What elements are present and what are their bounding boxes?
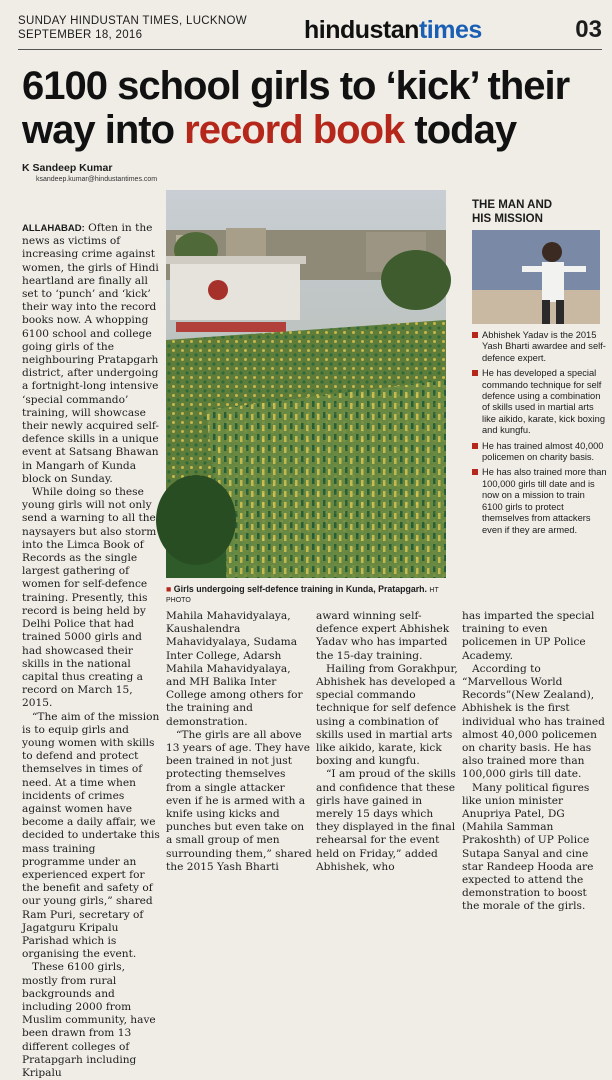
article-paragraph: These 6100 girls, mostly from rural backgrounds and including 2000 from Muslim community, have been drawn from 13 different colleges of Pratapgarh including Kripalu xyxy=(22,961,156,1079)
newspaper-logo xyxy=(304,16,482,45)
fact-item: He has trained almost 40,000 policemen on charity basis. xyxy=(472,441,608,464)
training-photo-illustration xyxy=(166,190,446,578)
mission-facts xyxy=(472,330,608,536)
article-paragraph: Mahila Mahavidyalaya, Kaushalendra Mahavidyalaya, Sudama Inter College, Adarsh Mahila Mahavidyalaya, and MH Balika Inter College among others for the training and demonstration. xyxy=(166,610,303,728)
article-column-3 xyxy=(316,610,458,874)
training-photo xyxy=(166,190,446,578)
article-column-4 xyxy=(462,610,606,914)
fact-item: He has developed a special commando technique for self defence using a combination of skills used in martial arts like aikido, karate, kick boxing and kungfu. xyxy=(472,368,608,436)
article-column-2 xyxy=(166,610,312,874)
photo-credit: HT PHOTO xyxy=(166,587,439,604)
caption-bullet: ■ xyxy=(166,584,172,594)
headline xyxy=(22,64,602,152)
dateline: ALLAHABAD: xyxy=(22,223,85,234)
byline-email: ksandeep.kumar@hindustantimes.com xyxy=(36,176,158,183)
fact-item: Abhishek Yadav is the 2015 Yash Bharti awardee and self-defence expert. xyxy=(472,330,608,364)
article-paragraph: has imparted the special training to even policemen in UP Police Academy. xyxy=(462,610,595,662)
fact-item: He has also trained more than 100,000 girls till date and is now on a mission to train 6100 girls to protect themselves from attackers even if they are armed. xyxy=(472,467,608,535)
headline-line-1: 6100 school girls to ‘kick’ their xyxy=(22,64,570,108)
headline-line-2-prefix: way into xyxy=(22,108,185,152)
article-paragraph: “The girls are all above 13 years of age. They have been trained in not just protecting themselves from a single attacker even if he is armed with a knife using kicks and punches but even take on a small group of men surrounding them,” shared the 2015 Yash Bharti xyxy=(166,728,312,873)
article-paragraph: “I am proud of the skills and confidence that these girls have gained in merely 15 days which they displayed in the final rehearsal for the event held on Friday,” added Abhishek, who xyxy=(316,768,456,873)
caption-text: Girls undergoing self-defence training in Kunda, Pratapgarh. xyxy=(173,584,427,594)
headline-accent: record book xyxy=(184,108,405,152)
article-paragraph: According to “Marvellous World Records”(New Zealand), Abhishek is the first individual who has trained almost 40,000 policemen on charity basis. He has also trained more than 100,000 girls till date. xyxy=(462,662,605,781)
sidebar-box xyxy=(472,198,608,596)
logo-part-2: times xyxy=(418,16,482,44)
photo-caption xyxy=(166,584,456,604)
byline-author: K Sandeep Kumar xyxy=(22,162,113,174)
sidebar-portrait xyxy=(472,230,600,324)
headline-line-2-suffix: today xyxy=(404,108,517,152)
edition-date: SEPTEMBER 18, 2016 xyxy=(18,29,143,41)
article-paragraph: award winning self-defence expert Abhishek Yadav who has imparted the 15-day training. xyxy=(316,610,450,662)
article-paragraph: Many political figures like union minister Anupriya Patel, DG (Mahila Samman Prakoshth) of UP Police Sutapa Sanyal and cine star Randeep Hooda are expected to attend the demonstration to boost the morale of the girls. xyxy=(462,781,594,913)
masthead xyxy=(18,14,602,50)
article-paragraph: Hailing from Gorakhpur, Abhishek has developed a special commando technique for self defence using a combination of skills used in martial arts like aikido, karate, kick boxing and kungfu. xyxy=(316,662,458,768)
page-number: 03 xyxy=(575,16,602,43)
edition-name: SUNDAY HINDUSTAN TIMES, LUCKNOW xyxy=(18,15,247,27)
article-column-1 xyxy=(22,222,160,1080)
article-paragraph: While doing so these young girls will not only send a warning to all the naysayers but also storm into the Limca Book of Records as the single largest gathering of women for self-defence training. Presently, this record is being held by Delhi Police that had trained 5000 girls and had showcased their skills in the national capital thus creating a record on March 15, 2015. xyxy=(22,486,157,710)
sidebar-title: THE MAN AND HIS MISSION xyxy=(472,199,553,225)
edition-info xyxy=(18,14,247,42)
article-paragraph: ALLAHABAD: Often in the news as victims of increasing crime against women, the girls of Hindi heartland are finally all set to ‘punch’ and ‘kick’ their way into the record books now. A whopping 6100 school and college going girls of the neighbouring Pratapgarh district, after undergoing a fortnight-long intensive ‘special commando’ training, will showcase their newly acquired self-defence skills in a unique event at Satsang Bhawan in Mangarh of Kunda block on Sunday. xyxy=(22,222,160,485)
logo-part-1: hindustan xyxy=(304,16,419,44)
sidebar-portrait-illustration xyxy=(472,230,600,324)
article-paragraph: “The aim of the mission is to equip girls and young women with skills to defend and protect themselves in times of need. At a time when incidents of crimes against women have become a daily affair, we decided to undertake this mass training programme under an experienced expert for the benefit and safety of our young girls,” shared Ram Puri, secretary of Jagatguru Kripalu Parishad which is organising the event. xyxy=(22,710,160,961)
